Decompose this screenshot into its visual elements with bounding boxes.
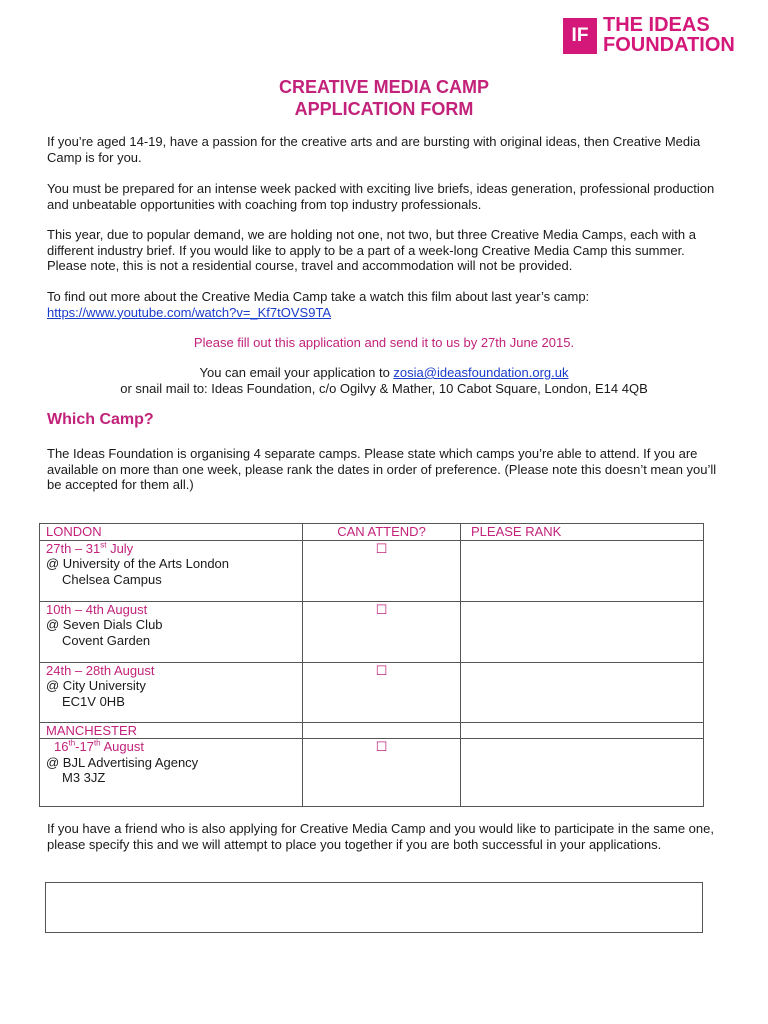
- film-text: To find out more about the Creative Media Camp take a watch this film about last year’s camp:: [47, 289, 590, 304]
- date-suffix: th: [68, 738, 76, 748]
- date-suffix: st: [100, 540, 107, 550]
- email-prefix: You can email your application to: [199, 365, 394, 380]
- friend-input-box[interactable]: [45, 882, 703, 933]
- rank-cell[interactable]: [461, 662, 704, 722]
- table-row: [40, 739, 704, 807]
- camp-cell: [40, 662, 303, 722]
- if-logo-mark: IF: [563, 18, 597, 54]
- camp-cell: [40, 601, 303, 662]
- attend-cell: [303, 540, 461, 601]
- date-month: July: [106, 540, 134, 556]
- rank-cell[interactable]: [461, 739, 704, 807]
- table-row: [40, 601, 704, 662]
- which-camp-text: The Ideas Foundation is organising 4 separate camps. Please state which camps you’re able to attend. If you are available on more than one week, please rank the dates in order of preference. (Please note this doesn’t mean you’ll be accepted for them all.): [47, 446, 717, 492]
- camp-venue-detail: Chelsea Campus: [62, 571, 162, 587]
- mail-address: or snail mail to: Ideas Foundation, c/o Ogilvy & Mather, 10 Cabot Square, London, E14 4QB: [120, 380, 648, 396]
- date-part: -17: [75, 739, 94, 754]
- deadline-text: Please fill out this application and send it to us by 27th June 2015.: [193, 335, 575, 350]
- camp-venue: @ University of the Arts London: [46, 556, 230, 571]
- header-please-rank: PLEASE RANK: [461, 524, 704, 541]
- attend-checkbox[interactable]: ☐: [375, 739, 388, 754]
- camp-venue-detail: Covent Garden: [62, 632, 151, 648]
- attend-checkbox[interactable]: ☐: [375, 662, 388, 678]
- camp-date: 10th – 4th August: [46, 601, 148, 617]
- attend-checkbox[interactable]: ☐: [375, 540, 388, 556]
- rank-cell[interactable]: [461, 601, 704, 662]
- camps-table: [39, 523, 704, 807]
- email-link[interactable]: zosia@ideasfoundation.org.uk: [393, 365, 569, 380]
- page-title: [0, 76, 768, 120]
- rank-cell[interactable]: [461, 540, 704, 601]
- intro-paragraph-3: This year, due to popular demand, we are holding not one, not two, but three Creative Media Camps, each with a different industry brief. If you would like to apply to be a part of a week-long Creative Media Camp this summer. Please note, this is not a residential course, travel and accommodation will not be provided.: [47, 227, 696, 273]
- camp-venue-detail: M3 3JZ: [62, 770, 106, 785]
- table-row: [40, 540, 704, 601]
- title-line2: APPLICATION FORM: [294, 99, 474, 119]
- header-manchester: MANCHESTER: [40, 722, 303, 739]
- camp-cell: [40, 540, 303, 601]
- attend-cell: [303, 601, 461, 662]
- empty-cell: [461, 722, 704, 739]
- attend-cell: [303, 739, 461, 807]
- title-line1: CREATIVE MEDIA CAMP: [278, 77, 489, 97]
- date-part: 27th – 31: [46, 540, 101, 556]
- camp-date: [46, 541, 296, 557]
- header-can-attend: CAN ATTEND?: [303, 524, 461, 541]
- email-line: [0, 365, 768, 381]
- header-london: LONDON: [40, 524, 303, 541]
- film-link[interactable]: https://www.youtube.com/watch?v=_Kf7tOVS9TA: [47, 304, 332, 320]
- table-row: [40, 662, 704, 722]
- section-header-row: [40, 722, 704, 739]
- date-part: 16: [54, 739, 69, 754]
- camp-date: [46, 739, 296, 755]
- table-header-row: [40, 524, 704, 541]
- date-month: August: [100, 739, 144, 754]
- which-camp-heading: Which Camp?: [47, 411, 154, 428]
- intro-paragraph-1: If you’re aged 14-19, have a passion for the creative arts and are bursting with original ideas, then Creative Media Camp is for you.: [47, 134, 701, 165]
- logo-wordmark: [603, 15, 735, 55]
- camp-venue-detail: EC1V 0HB: [62, 693, 125, 709]
- date-suffix: th: [93, 738, 101, 748]
- camp-cell: [40, 739, 303, 807]
- camp-venue: @ Seven Dials Club: [46, 617, 163, 632]
- logo-line1: THE IDEAS: [603, 14, 710, 36]
- contact-block: [0, 365, 768, 396]
- camp-venue: @ City University: [46, 678, 146, 693]
- friend-text: If you have a friend who is also applying for Creative Media Camp and you would like to participate in the same one, please specify this and we will attempt to place you together if you are both successful in your applications.: [47, 821, 714, 852]
- intro-paragraph-2: You must be prepared for an intense week packed with exciting live briefs, ideas generation, professional production and unbeatable opportunities with coaching from top industry professionals.: [47, 181, 715, 212]
- camp-venue: @ BJL Advertising Agency: [46, 754, 199, 770]
- film-paragraph: [47, 289, 727, 320]
- attend-checkbox[interactable]: ☐: [375, 601, 388, 617]
- attend-cell: [303, 662, 461, 722]
- camp-date: 24th – 28th August: [46, 662, 155, 678]
- ideas-foundation-logo: [563, 16, 747, 56]
- logo-line2: FOUNDATION: [603, 34, 735, 56]
- empty-cell: [303, 722, 461, 739]
